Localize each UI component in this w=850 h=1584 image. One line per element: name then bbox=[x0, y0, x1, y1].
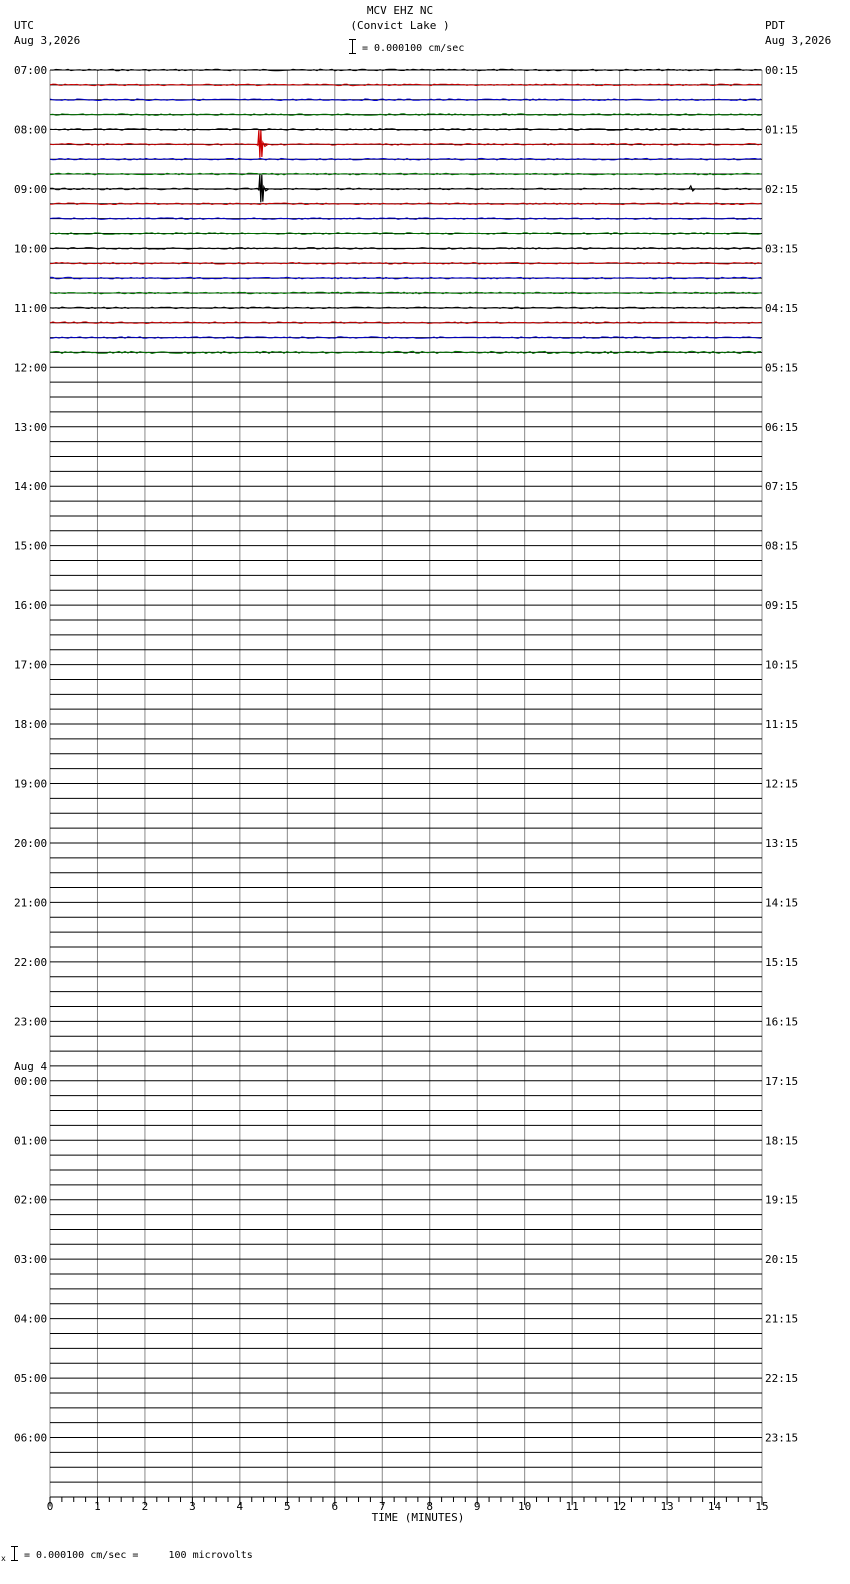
pdt-hour-label: 03:15 bbox=[765, 242, 799, 256]
utc-hour-label: 07:00 bbox=[14, 64, 48, 77]
trace-row bbox=[50, 233, 761, 235]
trace-row bbox=[50, 129, 761, 131]
utc-hour-label: 02:00 bbox=[14, 1193, 48, 1207]
x-tick-label: 7 bbox=[378, 1500, 386, 1513]
trace-row bbox=[50, 188, 761, 190]
utc-hour-label: 04:00 bbox=[14, 1312, 48, 1326]
trace-row bbox=[50, 307, 761, 309]
pdt-hour-label: 20:15 bbox=[765, 1253, 799, 1267]
x-tick-label: 0 bbox=[46, 1500, 54, 1513]
seismic-traces bbox=[50, 69, 761, 353]
x-tick-label: 5 bbox=[284, 1500, 291, 1513]
date-change-label: Aug 4 bbox=[14, 1059, 48, 1073]
pdt-hour-label: 08:15 bbox=[765, 539, 799, 553]
utc-hour-label: 12:00 bbox=[14, 361, 48, 375]
footer-scale-bar-cap-top bbox=[11, 1546, 18, 1547]
utc-hour-label: 23:00 bbox=[14, 1015, 48, 1029]
trace-row bbox=[50, 99, 761, 101]
scale-label: = 0.000100 cm/sec bbox=[362, 43, 465, 54]
x-tick-label: 2 bbox=[141, 1500, 149, 1513]
station-location: (Convict Lake ) bbox=[350, 19, 450, 32]
x-tick-label: 4 bbox=[236, 1500, 244, 1513]
utc-hour-label: 13:00 bbox=[14, 420, 48, 434]
left-timezone: UTC bbox=[14, 19, 34, 32]
footer-scale-bar-icon bbox=[14, 1546, 15, 1560]
x-tick-label: 11 bbox=[565, 1500, 579, 1513]
x-tick-label: 15 bbox=[755, 1500, 769, 1513]
right-timezone: PDT bbox=[765, 19, 785, 32]
pdt-hour-label: 15:15 bbox=[765, 955, 799, 969]
station-title: MCV EHZ NC bbox=[366, 4, 434, 17]
utc-hour-label: 18:00 bbox=[14, 718, 48, 732]
utc-hour-label: 20:00 bbox=[14, 836, 48, 850]
pdt-hour-label: 10:15 bbox=[765, 658, 799, 672]
pdt-hour-label: 07:15 bbox=[765, 480, 799, 494]
pdt-hour-label: 11:15 bbox=[765, 718, 799, 732]
utc-hour-label: 01:00 bbox=[14, 1134, 48, 1148]
utc-hour-label: 19:00 bbox=[14, 777, 48, 791]
utc-hour-label: 17:00 bbox=[14, 658, 48, 672]
trace-row bbox=[50, 69, 761, 71]
utc-hour-label: 11:00 bbox=[14, 301, 48, 315]
trace-row bbox=[50, 218, 761, 220]
pdt-hour-label: 00:15 bbox=[765, 64, 799, 77]
utc-hour-label: 14:00 bbox=[14, 480, 48, 494]
pdt-hour-label: 12:15 bbox=[765, 777, 799, 791]
trace-row bbox=[50, 322, 761, 324]
trace-row bbox=[50, 203, 761, 205]
pdt-hour-label: 23:15 bbox=[765, 1431, 799, 1445]
pdt-hour-label: 17:15 bbox=[765, 1074, 799, 1088]
x-tick-label: 8 bbox=[426, 1500, 434, 1513]
utc-hour-label: 00:00 bbox=[14, 1074, 48, 1088]
trace-row bbox=[50, 158, 761, 160]
right-date: Aug 3,2026 bbox=[765, 34, 832, 47]
utc-hour-label: 22:00 bbox=[14, 955, 48, 969]
x-tick-label: 12 bbox=[612, 1500, 627, 1513]
utc-hour-label: 03:00 bbox=[14, 1253, 48, 1267]
utc-hour-label: 10:00 bbox=[14, 242, 48, 256]
utc-hour-label: 05:00 bbox=[14, 1372, 48, 1386]
x-tick-label: 10 bbox=[518, 1500, 532, 1513]
footer-marker-icon: x bbox=[1, 1554, 6, 1563]
pdt-hour-label: 13:15 bbox=[765, 836, 799, 850]
pdt-hour-label: 06:15 bbox=[765, 420, 799, 434]
x-tick-label: 1 bbox=[94, 1500, 101, 1513]
pdt-hour-label: 19:15 bbox=[765, 1193, 799, 1207]
x-tick-label: 14 bbox=[707, 1500, 722, 1513]
x-tick-label: 3 bbox=[189, 1500, 196, 1513]
pdt-hour-label: 18:15 bbox=[765, 1134, 799, 1148]
x-tick-label: 9 bbox=[473, 1500, 481, 1513]
pdt-hour-label: 09:15 bbox=[765, 599, 799, 613]
pdt-hour-label: 16:15 bbox=[765, 1015, 799, 1029]
utc-hour-label: 16:00 bbox=[14, 599, 48, 613]
x-axis-title: TIME (MINUTES) bbox=[371, 1511, 465, 1524]
plot-grid bbox=[50, 70, 762, 1497]
pdt-hour-label: 04:15 bbox=[765, 301, 799, 315]
utc-hour-label: 15:00 bbox=[14, 539, 48, 553]
pdt-hour-label: 22:15 bbox=[765, 1372, 799, 1386]
footer-scale-bar-cap-bottom bbox=[11, 1560, 18, 1561]
pdt-hour-label: 14:15 bbox=[765, 896, 799, 910]
pdt-hour-label: 01:15 bbox=[765, 123, 799, 137]
pdt-hour-label: 05:15 bbox=[765, 361, 799, 375]
trace-row bbox=[50, 292, 761, 294]
utc-hour-label: 09:00 bbox=[14, 182, 48, 196]
trace-row bbox=[50, 144, 761, 146]
utc-hour-label: 08:00 bbox=[14, 123, 48, 137]
utc-hour-label: 21:00 bbox=[14, 896, 48, 910]
pdt-hour-label: 02:15 bbox=[765, 182, 799, 196]
x-tick-label: 13 bbox=[660, 1500, 674, 1513]
pdt-hour-label: 21:15 bbox=[765, 1312, 799, 1326]
utc-hour-label: 06:00 bbox=[14, 1431, 48, 1445]
footer-scale-note: = 0.000100 cm/sec = 100 microvolts bbox=[24, 1550, 253, 1561]
left-date: Aug 3,2026 bbox=[14, 34, 81, 47]
x-tick-label: 6 bbox=[331, 1500, 339, 1513]
